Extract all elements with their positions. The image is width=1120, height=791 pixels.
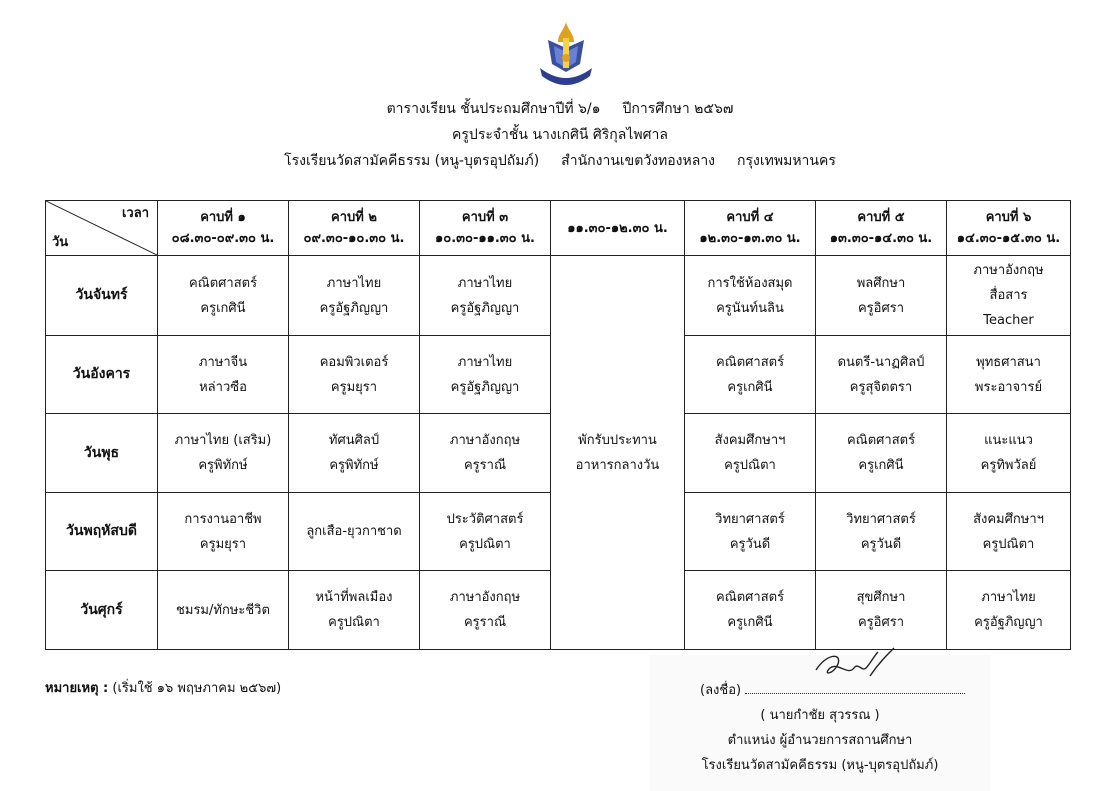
lunch-break-cell [551, 256, 685, 650]
city-name: กรุงเทพมหานคร [737, 153, 836, 169]
subject: แนะแนว [984, 433, 1033, 448]
class-cell [816, 414, 947, 493]
lunch-line-2: อาหารกลางวัน [575, 457, 660, 473]
subject: ดนตรี-นาฏศิลป์ [837, 354, 925, 370]
teacher: ครูปณิตา [459, 536, 511, 552]
class-cell [158, 336, 289, 414]
teacher: ครูพิทักษ์ [198, 458, 248, 473]
subject: ภาษาไทย [457, 275, 513, 291]
subject: พุทธศาสนา [976, 354, 1041, 370]
teacher: ครูอัฐภิญญา [319, 300, 389, 316]
subject: ชมรม/ทักษะชีวิต [176, 602, 270, 618]
period-time: ๑๔.๓๐-๑๕.๓๐ น. [956, 231, 1061, 246]
class-cell [289, 256, 420, 336]
teacher: ครูเกศินี [727, 379, 773, 395]
teacher: หล่าวซือ [199, 379, 247, 395]
subject: พลศึกษา [856, 275, 906, 291]
class-cell [420, 256, 551, 336]
teacher: ครูอิศรา [857, 300, 905, 316]
teacher: ครูมยุรา [330, 379, 378, 395]
class-cell [289, 493, 420, 571]
teacher: ครูเกศินี [858, 458, 904, 473]
period-header-2 [289, 201, 420, 256]
teacher: ครูสุจิตตรา [849, 379, 913, 395]
period-name: คาบที่ ๑ [200, 210, 246, 225]
period-header-4 [685, 201, 816, 256]
signer-school: โรงเรียนวัดสามัคคีธรรม (หนู-บุตรอุปถัมภ์) [701, 758, 939, 773]
subject: คณิตศาสตร์ [715, 354, 785, 370]
subject: ภาษาไทย [981, 590, 1036, 605]
period-time: ๐๘.๓๐-๐๙.๓๐ น. [171, 231, 275, 246]
remark-note [45, 677, 281, 698]
class-cell [158, 493, 289, 571]
period-name: คาบที่ ๖ [985, 210, 1032, 225]
lunch-line-1: พักรับประทาน [578, 432, 657, 448]
teacher: ครูปณิตา [982, 536, 1035, 552]
teacher: ครูอัฐภิญญา [974, 615, 1043, 630]
teacher: พระอาจารย์ [974, 379, 1043, 395]
header-row [46, 201, 1071, 256]
period-time: ๐๙.๓๐-๑๐.๓๐ น. [303, 231, 405, 246]
subject: หน้าที่พลเมือง [315, 590, 393, 605]
school-emblem-logo [534, 18, 598, 94]
subject: ภาษาไทย (เสริม) [174, 433, 272, 448]
subject: ภาษาจีน [198, 354, 248, 370]
lunch-time-header [551, 201, 685, 256]
subject: คอมพิวเตอร์ [319, 354, 389, 370]
subject: ลูกเสือ-ยุวกาชาด [306, 524, 402, 539]
subject: คณิตศาสตร์ [188, 275, 258, 291]
subject: วิทยาศาสตร์ [715, 511, 785, 527]
subject: คณิตศาสตร์ [715, 590, 785, 605]
class-cell [816, 493, 947, 571]
teacher: ครูนันท์นลิน [716, 300, 784, 316]
period-time: ๑๐.๓๐-๑๑.๓๐ น. [435, 231, 535, 246]
teacher: ครูเกศินี [727, 615, 773, 630]
teacher: Teacher [983, 313, 1034, 328]
class-cell [158, 256, 289, 336]
class-cell [420, 493, 551, 571]
subject: การใช้ห้องสมุด [707, 275, 793, 291]
day-row-monday [46, 256, 1071, 336]
corner-day-label: วัน [52, 235, 69, 250]
subject-detail: สื่อสาร [989, 288, 1028, 303]
class-cell [420, 336, 551, 414]
teacher: ครูปณิตา [724, 458, 776, 473]
class-cell [947, 493, 1071, 571]
period-name: คาบที่ ๓ [461, 210, 509, 225]
corner-cell [46, 201, 158, 256]
homeroom-teacher: ครูประจำชั้น นางเกศินี ศิริกุลไพศาล [452, 127, 668, 143]
school-name: โรงเรียนวัดสามัคคีธรรม (หนู-บุตรอุปถัมภ์) [284, 153, 540, 169]
signer-position: ตำแหน่ง ผู้อำนวยการสถานศึกษา [727, 733, 913, 748]
subject: วิทยาศาสตร์ [846, 511, 916, 527]
teacher: ครูปณิตา [328, 615, 380, 630]
teacher: ครูอัฐภิญญา [450, 379, 520, 395]
timetable [45, 200, 1071, 650]
period-name: คาบที่ ๔ [726, 210, 774, 225]
day-label: วันศุกร์ [46, 571, 158, 650]
class-cell [685, 414, 816, 493]
class-cell [816, 571, 947, 650]
teacher: ครูราณี [463, 458, 507, 473]
teacher: ครูเกศินี [200, 300, 246, 316]
subject: สังคมศึกษาฯ [714, 433, 786, 448]
class-cell [947, 571, 1071, 650]
period-header-3 [420, 201, 551, 256]
class-cell [158, 414, 289, 493]
schedule-title: ตารางเรียน ชั้นประถมศึกษาปีที่ ๖/๑ [386, 101, 601, 117]
class-cell [685, 336, 816, 414]
period-time: ๑๑.๓๐-๑๒.๓๐ น. [567, 220, 668, 236]
teacher: ครูวันดี [860, 536, 902, 552]
class-cell [685, 256, 816, 336]
class-cell [685, 493, 816, 571]
period-time: ๑๓.๓๐-๑๔.๓๐ น. [829, 231, 933, 246]
teacher: ครูอัฐภิญญา [450, 300, 520, 316]
teacher: ครูราณี [463, 615, 507, 630]
period-header-6 [947, 201, 1071, 256]
day-label: วันอังคาร [46, 336, 158, 414]
teacher: ครูทิพวัลย์ [980, 458, 1037, 473]
day-label: วันพุธ [46, 414, 158, 493]
period-time: ๑๒.๓๐-๑๓.๓๐ น. [699, 231, 801, 246]
day-label: วันจันทร์ [46, 256, 158, 336]
period-name: คาบที่ ๒ [331, 210, 377, 225]
class-cell [947, 336, 1071, 414]
subject: ประวัติศาสตร์ [446, 511, 524, 527]
class-cell [289, 571, 420, 650]
sign-label: (ลงชื่อ) [700, 683, 742, 698]
schedule-title-line [0, 98, 1120, 120]
signature-dotted-line [745, 693, 965, 694]
class-cell [289, 414, 420, 493]
teacher: ครูวันดี [729, 536, 771, 552]
class-cell [816, 256, 947, 336]
teacher: ครูพิทักษ์ [329, 458, 379, 473]
period-header-5 [816, 201, 947, 256]
academic-year: ปีการศึกษา ๒๕๖๗ [622, 101, 734, 117]
subject: ภาษาไทย [457, 354, 513, 370]
subject: ภาษาอังกฤษ [449, 590, 521, 605]
class-cell [947, 256, 1071, 336]
remark-text: (เริ่มใช้ ๑๖ พฤษภาคม ๒๕๖๗) [112, 681, 282, 696]
school-info-line [0, 150, 1120, 172]
teacher: ครูอิศรา [857, 615, 905, 630]
subject: คณิตศาสตร์ [846, 433, 916, 448]
subject: ภาษาอังกฤษ [449, 433, 521, 448]
subject: สังคมศึกษาฯ [973, 511, 1044, 527]
remark-label: หมายเหตุ : [45, 681, 109, 696]
corner-time-label: เวลา [121, 206, 149, 221]
class-cell [685, 571, 816, 650]
handwritten-signature [808, 646, 900, 686]
subject: การงานอาชีพ [184, 511, 262, 527]
class-cell [420, 571, 551, 650]
signer-name: ( นายกำชัย สุวรรณ ) [760, 708, 880, 723]
teacher: ครูมยุรา [199, 536, 247, 552]
subject: ภาษาไทย [326, 275, 382, 291]
subject: ทัศนศิลป์ [328, 433, 380, 448]
class-cell [816, 336, 947, 414]
class-cell [158, 571, 289, 650]
class-cell [420, 414, 551, 493]
class-cell [947, 414, 1071, 493]
period-header-1 [158, 201, 289, 256]
subject: ภาษาอังกฤษ [973, 263, 1044, 278]
day-label: วันพฤหัสบดี [46, 493, 158, 571]
period-name: คาบที่ ๕ [857, 210, 905, 225]
education-office: สำนักงานเขตวังทองหลาง [561, 153, 716, 169]
subject: สุขศึกษา [856, 590, 906, 605]
class-cell [289, 336, 420, 414]
